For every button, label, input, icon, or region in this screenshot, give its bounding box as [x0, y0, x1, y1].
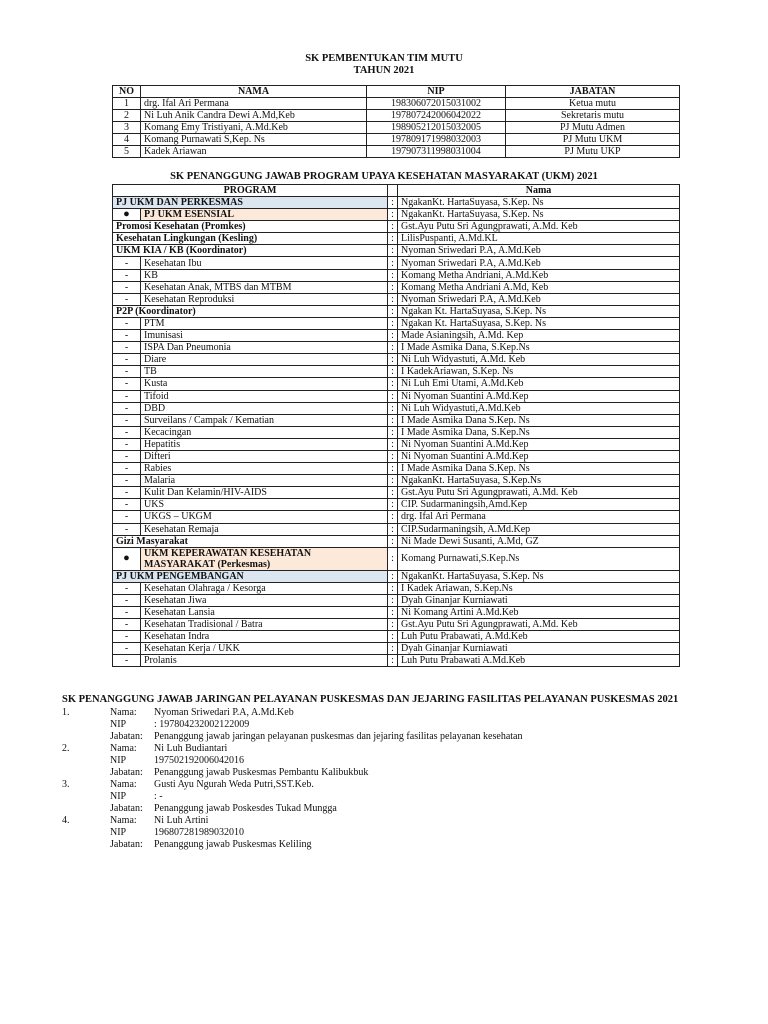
cell-program: Kesehatan Jiwa: [141, 594, 388, 606]
cell-nama: Made Asianingsih, A.Md. Kep: [398, 330, 680, 342]
cell-colon: :: [388, 487, 398, 499]
label-nama: Nama:: [110, 815, 137, 826]
cell-nip: 197907311998031004: [367, 146, 506, 158]
cell-program: Promosi Kesehatan (Promkes): [113, 221, 388, 233]
table-row: [113, 402, 680, 414]
table-row: [113, 122, 680, 134]
cell-program: Malaria: [141, 475, 388, 487]
cell-colon: :: [388, 281, 398, 293]
cell-nama: Komang Metha Andriani A.Md, Keb: [398, 281, 680, 293]
table-row: [113, 354, 680, 366]
cell-nama: Luh Putu Prabawati, A.Md.Keb: [398, 631, 680, 643]
cell-colon: :: [388, 607, 398, 619]
cell-dash: -: [113, 378, 141, 390]
cell-nama: Kadek Ariawan: [141, 146, 367, 158]
cell-nama: drg. Ifal Ari Permana: [398, 511, 680, 523]
cell-nama: CIP.Sudarmaningsih, A.Md.Kep: [398, 523, 680, 535]
cell-dash: -: [113, 523, 141, 535]
cell-colon: :: [388, 342, 398, 354]
label-nama: Nama:: [110, 707, 137, 718]
table-row: [113, 257, 680, 269]
cell-dash: -: [113, 582, 141, 594]
cell-dash: -: [113, 402, 141, 414]
cell-program: KB: [141, 269, 388, 281]
label-nip: NIP: [110, 827, 127, 838]
cell-nama: Gst.Ayu Putu Sri Agungprawati, A.Md. Keb: [398, 221, 680, 233]
cell-nama: Dyah Ginanjar Kurniawati: [398, 594, 680, 606]
header-nama: NAMA: [141, 86, 367, 98]
value-nama: Gusti Ayu Ngurah Weda Putri,SST.Keb.: [154, 779, 314, 790]
cell-program: Kesehatan Lansia: [141, 607, 388, 619]
cell-dash: -: [113, 511, 141, 523]
cell-nama: LilisPuspanti, A.Md.KL: [398, 233, 680, 245]
label-jabatan: Jabatan:: [110, 767, 143, 778]
document-subtitle: TAHUN 2021: [353, 65, 415, 76]
value-nip: : 197804232002122009: [154, 719, 250, 730]
bullet-icon: ●: [113, 547, 141, 570]
table-row: [113, 209, 680, 221]
table-row: [113, 643, 680, 655]
cell-colon: :: [388, 197, 398, 209]
table-row: [113, 317, 680, 329]
cell-colon: :: [388, 269, 398, 281]
cell-dash: -: [113, 655, 141, 667]
cell-program: Tifoid: [141, 390, 388, 402]
cell-colon: :: [388, 570, 398, 582]
cell-nama: NgakanKt. HartaSuyasa, S.Kep. Ns: [398, 209, 680, 221]
cell-nama: Nyoman Sriwedari P.A, A.Md.Keb: [398, 257, 680, 269]
cell-colon: :: [388, 619, 398, 631]
cell-no: 4: [113, 134, 141, 146]
cell-program: PTM: [141, 317, 388, 329]
cell-program: Gizi Masyarakat: [113, 535, 388, 547]
table-row: [113, 523, 680, 535]
cell-colon: :: [388, 378, 398, 390]
table-row: [113, 390, 680, 402]
value-jabatan: Penanggung jawab Poskesdes Tukad Mungga: [154, 803, 337, 814]
header-colon-spacer: [388, 185, 398, 197]
value-nip: : -: [154, 791, 163, 802]
cell-program: P2P (Koordinator): [113, 305, 388, 317]
cell-colon: :: [388, 293, 398, 305]
label-nip: NIP: [110, 719, 127, 730]
cell-no: 2: [113, 110, 141, 122]
cell-nama: Ni Nyoman Suantini A.Md.Kep: [398, 390, 680, 402]
cell-colon: :: [388, 655, 398, 667]
label-nama: Nama:: [110, 743, 137, 754]
cell-colon: :: [388, 463, 398, 475]
cell-colon: :: [388, 594, 398, 606]
cell-dash: -: [113, 438, 141, 450]
jaringan-nip-row: [62, 719, 722, 731]
cell-program: Prolanis: [141, 655, 388, 667]
jaringan-title: SK PENANGGUNG JAWAB JARINGAN PELAYANAN PUSKESMAS DAN JEJARING FASILITAS PELAYANAN PUSKESMAS 2021: [62, 694, 679, 705]
cell-program: Kesehatan Indra: [141, 631, 388, 643]
value-jabatan: Penanggung jawab Puskesmas Keliling: [154, 839, 312, 850]
cell-no: 5: [113, 146, 141, 158]
table-row: [113, 281, 680, 293]
cell-program: Kesehatan Ibu: [141, 257, 388, 269]
cell-program: Kesehatan Lingkungan (Kesling): [113, 233, 388, 245]
cell-colon: :: [388, 535, 398, 547]
jaringan-nama-row: [62, 779, 722, 791]
table-row: [113, 450, 680, 462]
cell-program: Kesehatan Tradisional / Batra: [141, 619, 388, 631]
table-row: [113, 511, 680, 523]
jaringan-nama-row: [62, 815, 722, 827]
cell-colon: :: [388, 582, 398, 594]
header-jabatan: JABATAN: [506, 86, 680, 98]
cell-program: Kesehatan Anak, MTBS dan MTBM: [141, 281, 388, 293]
cell-program: UKGS – UKGM: [141, 511, 388, 523]
tim-mutu-table: [112, 85, 680, 158]
cell-colon: :: [388, 257, 398, 269]
cell-nama: Komang Purnawati S,Kep. Ns: [141, 134, 367, 146]
header-nama: Nama: [398, 185, 680, 197]
table-row: [113, 269, 680, 281]
cell-nama: Nyoman Sriwedari P.A, A.Md.Keb: [398, 245, 680, 257]
cell-nama: Dyah Ginanjar Kurniawati: [398, 643, 680, 655]
cell-nama: I Kadek Ariawan, S.Kep.Ns: [398, 582, 680, 594]
table-row: [113, 463, 680, 475]
jaringan-section: [62, 694, 722, 851]
cell-colon: :: [388, 438, 398, 450]
jaringan-jabatan-row: [62, 767, 722, 779]
cell-nama: NgakanKt. HartaSuyasa, S.Kep.Ns: [398, 475, 680, 487]
cell-dash: -: [113, 463, 141, 475]
cell-colon: :: [388, 643, 398, 655]
table-row: [113, 110, 680, 122]
cell-program: Kulit Dan Kelamin/HIV-AIDS: [141, 487, 388, 499]
cell-dash: -: [113, 631, 141, 643]
cell-nama: Ni Nyoman Suantini A.Md.Kep: [398, 450, 680, 462]
jaringan-list: [62, 707, 722, 851]
cell-colon: :: [388, 511, 398, 523]
cell-colon: :: [388, 317, 398, 329]
cell-nama: Gst.Ayu Putu Sri Agungprawati, A.Md. Keb: [398, 487, 680, 499]
jaringan-nip-row: [62, 791, 722, 803]
cell-program: Kesehatan Remaja: [141, 523, 388, 535]
table-row: [113, 197, 680, 209]
label-nama: Nama:: [110, 779, 137, 790]
cell-dash: -: [113, 619, 141, 631]
cell-dash: -: [113, 330, 141, 342]
value-nip: 197502192006042016: [154, 755, 244, 766]
value-nama: Ni Luh Budiantari: [154, 743, 228, 754]
cell-dash: -: [113, 269, 141, 281]
table-row: [113, 475, 680, 487]
cell-program: PJ UKM PENGEMBANGAN: [113, 570, 388, 582]
cell-colon: :: [388, 414, 398, 426]
cell-nama: Luh Putu Prabawati A.Md.Keb: [398, 655, 680, 667]
cell-colon: :: [388, 209, 398, 221]
table-row: [113, 366, 680, 378]
cell-program: DBD: [141, 402, 388, 414]
cell-colon: :: [388, 499, 398, 511]
cell-nama: Komang Purnawati,S.Kep.Ns: [398, 547, 680, 570]
cell-nama: Ni Luh Anik Candra Dewi A.Md,Keb: [141, 110, 367, 122]
cell-nama: Ngakan Kt. HartaSuyasa, S.Kep. Ns: [398, 305, 680, 317]
item-number: 1.: [62, 707, 70, 718]
label-jabatan: Jabatan:: [110, 731, 143, 742]
header-no: NO: [113, 86, 141, 98]
cell-nama: Nyoman Sriwedari P.A, A.Md.Keb: [398, 293, 680, 305]
label-jabatan: Jabatan:: [110, 839, 143, 850]
table-row: [113, 378, 680, 390]
cell-program: UKS: [141, 499, 388, 511]
cell-dash: -: [113, 366, 141, 378]
cell-dash: -: [113, 487, 141, 499]
cell-program: PJ UKM ESENSIAL: [141, 209, 388, 221]
cell-dash: -: [113, 426, 141, 438]
cell-dash: -: [113, 293, 141, 305]
cell-colon: :: [388, 221, 398, 233]
table-row: [113, 330, 680, 342]
cell-program: TB: [141, 366, 388, 378]
cell-dash: -: [113, 390, 141, 402]
table-row: [113, 607, 680, 619]
cell-program: Imunisasi: [141, 330, 388, 342]
cell-dash: -: [113, 475, 141, 487]
cell-colon: :: [388, 305, 398, 317]
cell-nama: Komang Emy Tristiyani, A.Md.Keb: [141, 122, 367, 134]
cell-jabatan: PJ Mutu Admen: [506, 122, 680, 134]
cell-colon: :: [388, 426, 398, 438]
ukm-table: [112, 184, 680, 667]
cell-colon: :: [388, 547, 398, 570]
cell-no: 1: [113, 98, 141, 110]
cell-colon: :: [388, 354, 398, 366]
table-row: [113, 631, 680, 643]
cell-program: Kesehatan Olahraga / Kesorga: [141, 582, 388, 594]
table-row: [113, 655, 680, 667]
ukm-title: SK PENANGGUNG JAWAB PROGRAM UPAYA KESEHATAN MASYARAKAT (UKM) 2021: [170, 171, 598, 182]
cell-dash: -: [113, 594, 141, 606]
cell-jabatan: Sekretaris mutu: [506, 110, 680, 122]
cell-no: 3: [113, 122, 141, 134]
table-row: [113, 245, 680, 257]
cell-program: UKM KEPERAWATAN KESEHATAN MASYARAKAT (Perkesmas): [141, 547, 388, 570]
table-header-row: [113, 86, 680, 98]
value-jabatan: Penanggung jawab jaringan pelayanan puskesmas dan jejaring fasilitas pelayanan kesehatan: [154, 731, 523, 742]
cell-dash: -: [113, 499, 141, 511]
table-row: [113, 499, 680, 511]
value-nama: Nyoman Sriwedari P.A, A.Md.Keb: [154, 707, 294, 718]
bullet-icon: ●: [113, 209, 141, 221]
jaringan-jabatan-row: [62, 731, 722, 743]
table-row: [113, 438, 680, 450]
cell-program: ISPA Dan Pneumonia: [141, 342, 388, 354]
header-nip: NIP: [367, 86, 506, 98]
value-nama: Ni Luh Artini: [154, 815, 209, 826]
cell-nama: Ni Made Dewi Susanti, A.Md, GZ: [398, 535, 680, 547]
jaringan-jabatan-row: [62, 803, 722, 815]
cell-program: Kesehatan Kerja / UKK: [141, 643, 388, 655]
cell-colon: :: [388, 330, 398, 342]
cell-dash: -: [113, 257, 141, 269]
cell-nama: Ngakan Kt. HartaSuyasa, S.Kep. Ns: [398, 317, 680, 329]
cell-nip: 197807242006042022: [367, 110, 506, 122]
cell-colon: :: [388, 450, 398, 462]
cell-dash: -: [113, 414, 141, 426]
table-row: [113, 535, 680, 547]
cell-jabatan: Ketua mutu: [506, 98, 680, 110]
cell-nama: I Made Asmika Dana S.Kep. Ns: [398, 463, 680, 475]
cell-program: Kusta: [141, 378, 388, 390]
header-program: PROGRAM: [113, 185, 388, 197]
cell-nama: Ni Luh Widyastuti, A.Md. Keb: [398, 354, 680, 366]
cell-nama: drg. Ifal Ari Permana: [141, 98, 367, 110]
cell-nama: Gst.Ayu Putu Sri Agungprawati, A.Md. Keb: [398, 619, 680, 631]
label-jabatan: Jabatan:: [110, 803, 143, 814]
cell-nip: 198306072015031002: [367, 98, 506, 110]
cell-dash: -: [113, 342, 141, 354]
table-header-row: [113, 185, 680, 197]
table-row: [113, 414, 680, 426]
table-row: [113, 293, 680, 305]
cell-program: Difteri: [141, 450, 388, 462]
cell-colon: :: [388, 390, 398, 402]
table-row: [113, 146, 680, 158]
cell-program: UKM KIA / KB (Koordinator): [113, 245, 388, 257]
cell-dash: -: [113, 643, 141, 655]
table-row: [113, 594, 680, 606]
table-row: [113, 547, 680, 570]
jaringan-nama-row: [62, 707, 722, 719]
cell-nama: CIP. Sudarmaningsih,Amd.Kep: [398, 499, 680, 511]
label-nip: NIP: [110, 791, 127, 802]
jaringan-jabatan-row: [62, 839, 722, 851]
jaringan-nama-row: [62, 743, 722, 755]
cell-colon: :: [388, 631, 398, 643]
cell-jabatan: PJ Mutu UKP: [506, 146, 680, 158]
value-jabatan: Penanggung jawab Puskesmas Pembantu Kalibukbuk: [154, 767, 369, 778]
jaringan-nip-row: [62, 827, 722, 839]
cell-nama: I Made Asmika Dana, S.Kep.Ns: [398, 342, 680, 354]
table-row: [113, 221, 680, 233]
table-row: [113, 134, 680, 146]
cell-dash: -: [113, 317, 141, 329]
cell-program: Diare: [141, 354, 388, 366]
cell-colon: :: [388, 402, 398, 414]
cell-colon: :: [388, 475, 398, 487]
cell-nip: 198905212015032005: [367, 122, 506, 134]
cell-dash: -: [113, 450, 141, 462]
item-number: 2.: [62, 743, 70, 754]
document-title: SK PEMBENTUKAN TIM MUTU: [305, 53, 463, 64]
cell-nama: Ni Nyoman Suantini A.Md.Kep: [398, 438, 680, 450]
cell-dash: -: [113, 354, 141, 366]
table-row: [113, 426, 680, 438]
cell-colon: :: [388, 523, 398, 535]
cell-colon: :: [388, 245, 398, 257]
table-row: [113, 570, 680, 582]
table-row: [113, 582, 680, 594]
table-row: [113, 305, 680, 317]
cell-program: Rabies: [141, 463, 388, 475]
table-row: [113, 487, 680, 499]
cell-nama: Ni Komang Artini A.Md.Keb: [398, 607, 680, 619]
table-row: [113, 342, 680, 354]
cell-program: Surveilans / Campak / Kematian: [141, 414, 388, 426]
table-row: [113, 98, 680, 110]
table-row: [113, 233, 680, 245]
cell-program: Kesehatan Reproduksi: [141, 293, 388, 305]
cell-program: Hepatitis: [141, 438, 388, 450]
jaringan-nip-row: [62, 755, 722, 767]
cell-nama: Komang Metha Andriani, A.Md.Keb: [398, 269, 680, 281]
cell-nip: 197809171998032003: [367, 134, 506, 146]
cell-nama: I Made Asmika Dana, S.Kep.Ns: [398, 426, 680, 438]
cell-colon: :: [388, 366, 398, 378]
table-row: [113, 619, 680, 631]
cell-dash: -: [113, 607, 141, 619]
cell-nama: I Made Asmika Dana S.Kep. Ns: [398, 414, 680, 426]
cell-jabatan: PJ Mutu UKM: [506, 134, 680, 146]
cell-nama: NgakanKt. HartaSuyasa, S.Kep. Ns: [398, 570, 680, 582]
cell-nama: Ni Luh Emi Utami, A.Md.Keb: [398, 378, 680, 390]
label-nip: NIP: [110, 755, 127, 766]
cell-nama: NgakanKt. HartaSuyasa, S.Kep. Ns: [398, 197, 680, 209]
cell-colon: :: [388, 233, 398, 245]
cell-nama: Ni Luh Widyastuti,A.Md.Keb: [398, 402, 680, 414]
cell-dash: -: [113, 281, 141, 293]
item-number: 4.: [62, 815, 70, 826]
cell-program: Kecacingan: [141, 426, 388, 438]
value-nip: 196807281989032010: [154, 827, 244, 838]
cell-program: PJ UKM DAN PERKESMAS: [113, 197, 388, 209]
item-number: 3.: [62, 779, 70, 790]
cell-nama: I KadekAriawan, S.Kep. Ns: [398, 366, 680, 378]
